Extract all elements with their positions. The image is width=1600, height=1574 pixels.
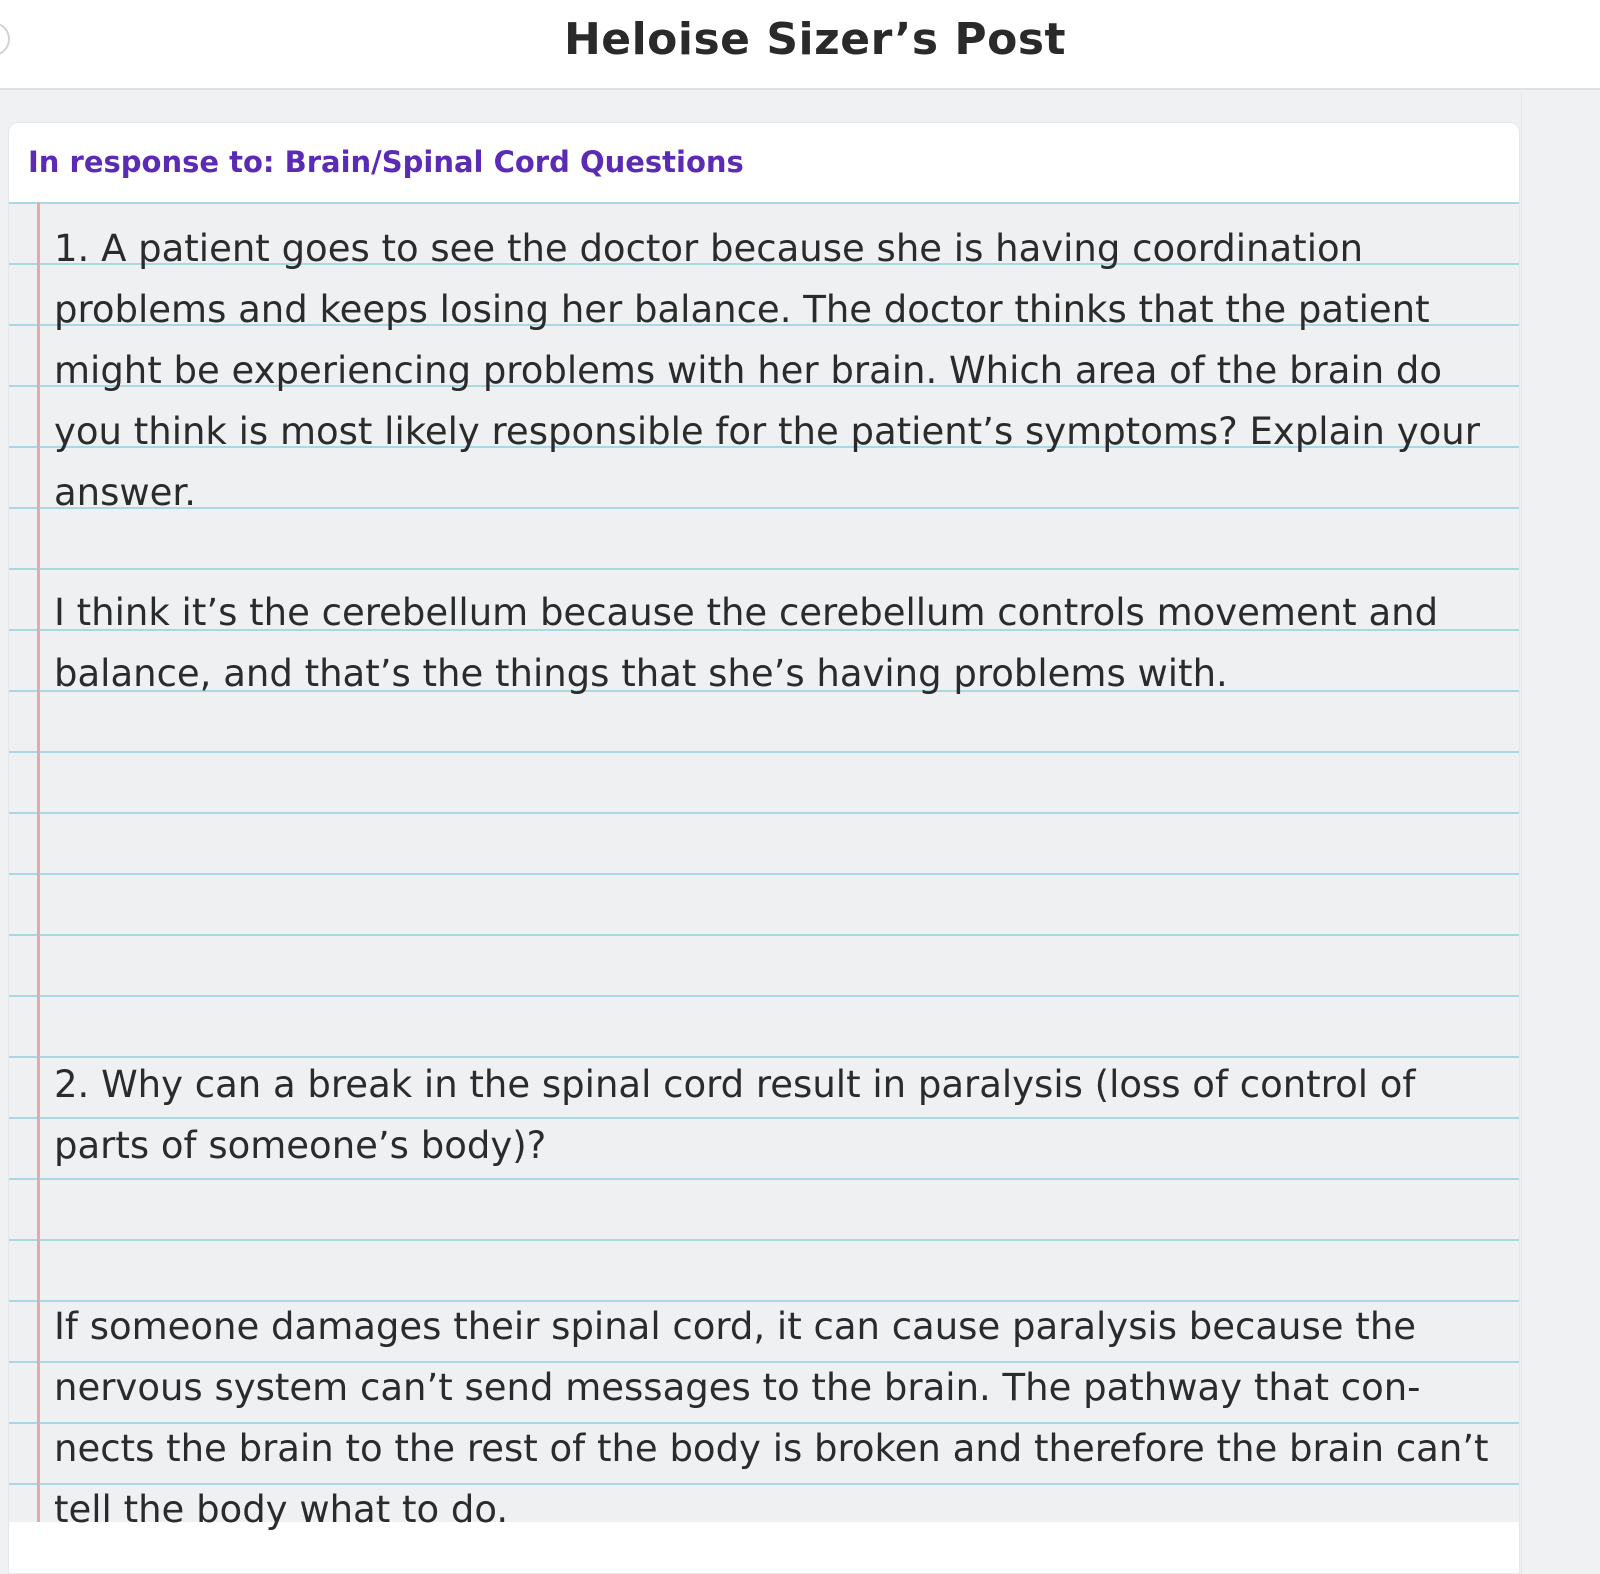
answer-2-text: If someone damages their spinal cord, it can cause paralysis because the nervous system can’t send messages to the brain. The pathway that con-nects the brain to the rest of the body is broken and therefore the brain can’t tell the body what to do. (54, 1305, 1489, 1531)
page-header (0, 0, 1600, 90)
right-gutter (1521, 92, 1600, 1574)
lined-paper-body (9, 202, 1520, 1531)
paper-margin-line (37, 202, 40, 1522)
question-1-text: 1. A patient goes to see the doctor because she is having coordination problems and keeps losing her balance. The doctor thinks that the patient might be experiencing problems with her brain. Which area of the brain do you think is most likely responsible for the patient’s symptoms? Explain your answer. (54, 227, 1480, 514)
post-card (8, 122, 1520, 1574)
answer-1-text: I think it’s the cerebellum because the cerebellum controls movement and balance, and that’s the things that she’s having problems with. (54, 591, 1439, 695)
in-response-to-link[interactable]: In response to: Brain/Spinal Cord Questions (28, 145, 744, 179)
page-title: Heloise Sizer’s Post (563, 14, 1067, 65)
question-2-text: 2. Why can a break in the spinal cord result in paralysis (loss of control of parts of someone’s body)? (54, 1063, 1416, 1167)
